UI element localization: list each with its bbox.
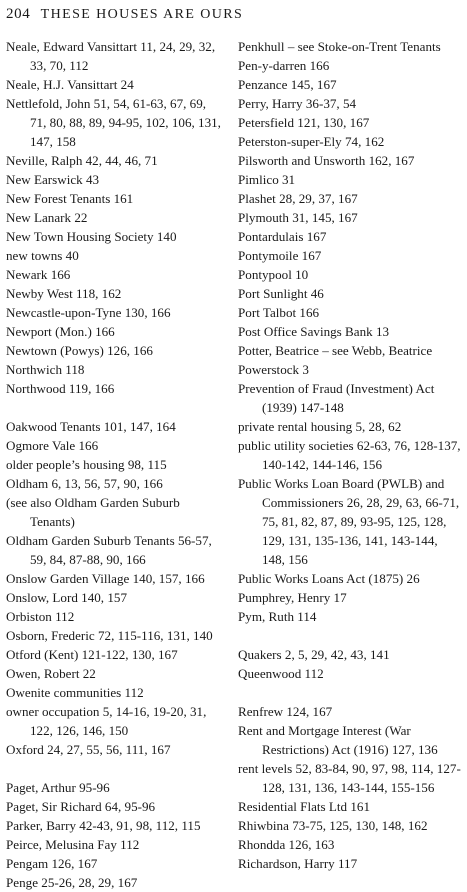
index-entry: Pumphrey, Henry 17 (238, 590, 347, 605)
index-entry: Port Talbot 166 (238, 305, 320, 320)
index-entry: Penge 25-26, 28, 29, 167 (6, 875, 138, 890)
index-entry: Nettlefold, John 51, 54, 61-63, 67, 69, 71, 80, 88, 89, 94-95, 102, 106, 131, 147, 158 (6, 96, 221, 149)
index-entry: Oxford 24, 27, 55, 56, 111, 167 (6, 742, 171, 757)
section-gap (6, 759, 225, 778)
index-entry: Newark 166 (6, 267, 71, 282)
index-entry: Onslow, Lord 140, 157 (6, 590, 127, 605)
index-entry: Pontypool 10 (238, 267, 309, 282)
page-number: 204 (6, 6, 31, 22)
index-entry: Plashet 28, 29, 37, 167 (238, 191, 358, 206)
index-entry: Potter, Beatrice – see Webb, Beatrice (238, 343, 433, 358)
index-entry: owner occupation 5, 14-16, 19-20, 31, 122, 126, 146, 150 (6, 704, 207, 738)
index-entry: Oldham 6, 13, 56, 57, 90, 166 (6, 476, 163, 491)
index-entry: Onslow Garden Village 140, 157, 166 (6, 571, 205, 586)
running-title: THESE HOUSES ARE OURS (40, 7, 244, 22)
index-entry: Oakwood Tenants 101, 147, 164 (6, 419, 176, 434)
index-entry: Peirce, Melusina Fay 112 (6, 837, 140, 852)
index-entry: older people’s housing 98, 115 (6, 457, 167, 472)
index-entry: Oldham Garden Suburb Tenants 56-57, 59, 84, 87-88, 90, 166 (6, 533, 212, 567)
index-entry: Paget, Arthur 95-96 (6, 780, 110, 795)
index-entry: Queenwood 112 (238, 666, 324, 681)
index-entry: Pontymoile 167 (238, 248, 322, 263)
index-entry: new towns 40 (6, 248, 79, 263)
section-gap (6, 398, 225, 417)
index-entry: Pontardulais 167 (238, 229, 327, 244)
index-entry: Rhondda 126, 163 (238, 837, 335, 852)
index-entry: Orbiston 112 (6, 609, 75, 624)
index-entry: Pym, Ruth 114 (238, 609, 317, 624)
index-entry: Owenite communities 112 (6, 685, 144, 700)
index-entry: Paget, Sir Richard 64, 95-96 (6, 799, 156, 814)
index-entry: rent levels 52, 83-84, 90, 97, 98, 114, 127-128, 131, 136, 143-144, 155-156 (238, 761, 461, 795)
index-entry: Public Works Loans Act (1875) 26 (238, 571, 420, 586)
index-entry: Prevention of Fraud (Investment) Act (1939) 147-148 (238, 381, 435, 415)
index-entry: Pen-y-darren 166 (238, 58, 330, 73)
index-entry: Plymouth 31, 145, 167 (238, 210, 358, 225)
index-entry: Newtown (Powys) 126, 166 (6, 343, 153, 358)
index-entry: Perry, Harry 36-37, 54 (238, 96, 357, 111)
index-column-right (238, 37, 462, 873)
index-entry: Peterston-super-Ely 74, 162 (238, 134, 385, 149)
index-entry: Post Office Savings Bank 13 (238, 324, 390, 339)
index-entry: New Town Housing Society 140 (6, 229, 177, 244)
index-entry: Penzance 145, 167 (238, 77, 337, 92)
index-entry: Neville, Ralph 42, 44, 46, 71 (6, 153, 158, 168)
section-gap (238, 683, 462, 702)
index-entry: Otford (Kent) 121-122, 130, 167 (6, 647, 178, 662)
index-entry: Pilsworth and Unsworth 162, 167 (238, 153, 415, 168)
index-entry: Quakers 2, 5, 29, 42, 43, 141 (238, 647, 390, 662)
index-entry: Pimlico 31 (238, 172, 296, 187)
index-entry: New Earswick 43 (6, 172, 100, 187)
index-entry: Parker, Barry 42-43, 91, 98, 112, 115 (6, 818, 201, 833)
index-entry: Neale, H.J. Vansittart 24 (6, 77, 134, 92)
index-entry: Rent and Mortgage Interest (War Restrictions) Act (1916) 127, 136 (238, 723, 438, 757)
index-entry: Penkhull – see Stoke-on-Trent Tenants (238, 39, 441, 54)
index-entry: private rental housing 5, 28, 62 (238, 419, 402, 434)
index-entry: Pengam 126, 167 (6, 856, 98, 871)
index-entry: Newby West 118, 162 (6, 286, 122, 301)
section-gap (238, 626, 462, 645)
index-column-left (6, 37, 225, 892)
index-entry: (see also Oldham Garden Suburb Tenants) (6, 495, 180, 529)
index-entry: Osborn, Frederic 72, 115-116, 131, 140 (6, 628, 213, 643)
index-entry: Port Sunlight 46 (238, 286, 324, 301)
index-entry: Residential Flats Ltd 161 (238, 799, 371, 814)
index-entry: Newport (Mon.) 166 (6, 324, 115, 339)
index-entry: Neale, Edward Vansittart 11, 24, 29, 32, 33, 70, 112 (6, 39, 216, 73)
index-entry: Powerstock 3 (238, 362, 309, 377)
index-entry: New Forest Tenants 161 (6, 191, 134, 206)
index-entry: Rhiwbina 73-75, 125, 130, 148, 162 (238, 818, 428, 833)
index-entry: New Lanark 22 (6, 210, 88, 225)
index-entry: Owen, Robert 22 (6, 666, 96, 681)
index-entry: Ogmore Vale 166 (6, 438, 99, 453)
index-entry: Northwood 119, 166 (6, 381, 115, 396)
running-header (6, 2, 461, 26)
index-entry: public utility societies 62-63, 76, 128-137, 140-142, 144-146, 156 (238, 438, 461, 472)
index-entry: Northwich 118 (6, 362, 85, 377)
index-entry: Newcastle-upon-Tyne 130, 166 (6, 305, 171, 320)
index-entry: Richardson, Harry 117 (238, 856, 358, 871)
index-entry: Petersfield 121, 130, 167 (238, 115, 370, 130)
index-entry: Renfrew 124, 167 (238, 704, 333, 719)
index-entry: Public Works Loan Board (PWLB) and Commissioners 26, 28, 29, 63, 66-71, 75, 81, 82, 87, 89, 93-95, 125, 128, 129, 131, 135-136, 141, 143-144, 148, 156 (238, 476, 460, 567)
